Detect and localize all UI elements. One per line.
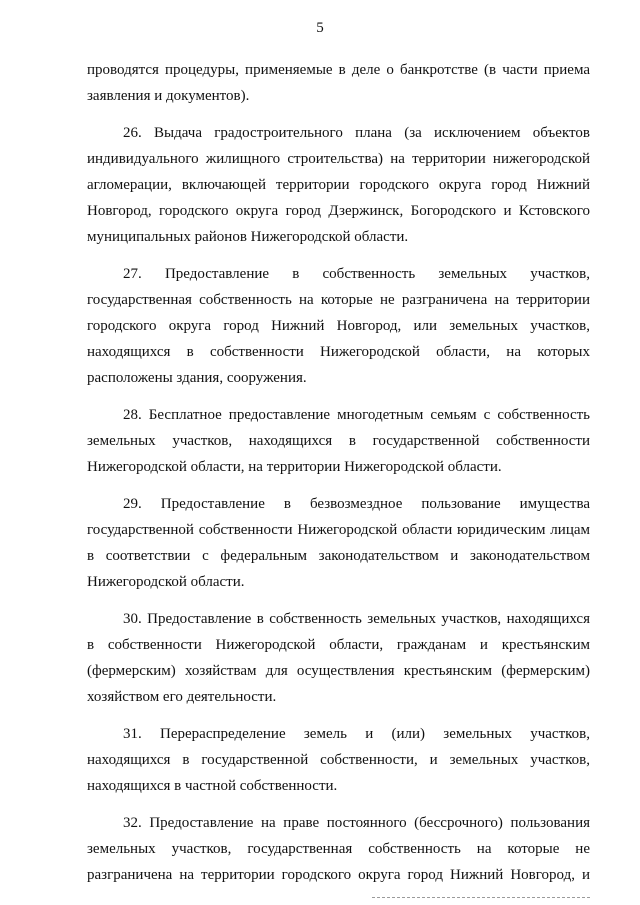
paragraph-item-31: 31. Перераспределение земель и (или) земельных участков, находящихся в государственной собственности, и земельных участков, находящихся в частной собственности.: [87, 726, 590, 794]
paragraph-item-29: 29. Предоставление в безвозмездное пользование имущества государственной собственности Нижегородской области юридическим лицам в соответствии с федеральным законодательством и законодательством Нижегородской области.: [87, 496, 590, 590]
paragraph-item-28: 28. Бесплатное предоставление многодетным семьям с собственность земельных участков, находящихся в государственной собственности Нижегородской области, на территории Нижегородской области.: [87, 407, 590, 475]
paragraph-continuation: проводятся процедуры, применяемые в деле о банкротстве (в части приема заявления и документов).: [87, 62, 590, 104]
footer-divider: [372, 897, 590, 898]
paragraph-item-32: 32. Предоставление на праве постоянного (бессрочного) пользования земельных участков, государственная собственность на которые не разграничена на территории городского округа город Нижний Новгород, и: [87, 815, 590, 883]
page-number: 5: [316, 20, 324, 36]
paragraph-item-26: 26. Выдача градостроительного плана (за исключением объектов индивидуального жилищного строительства) на территории нижегородской агломерации, включающей территории городского округа город Нижний Новгород, городского округа город Дзержинск, Богородского и Кстовского муниципальных районов Нижегородской области.: [87, 125, 590, 245]
paragraph-item-27: 27. Предоставление в собственность земельных участков, государственная собственность на которые не разграничена на территории городского округа город Нижний Новгород, или земельных участков, находящихся в собственности Нижегородской области, на которых расположены здания, сооружения.: [87, 266, 590, 386]
document-body: [87, 57, 590, 899]
paragraph-item-30: 30. Предоставление в собственность земельных участков, находящихся в собственности Нижегородской области, гражданам и крестьянским (фермерским) хозяйствам для осуществления крестьянским (фермерским) хозяйством его деятельности.: [87, 611, 590, 705]
